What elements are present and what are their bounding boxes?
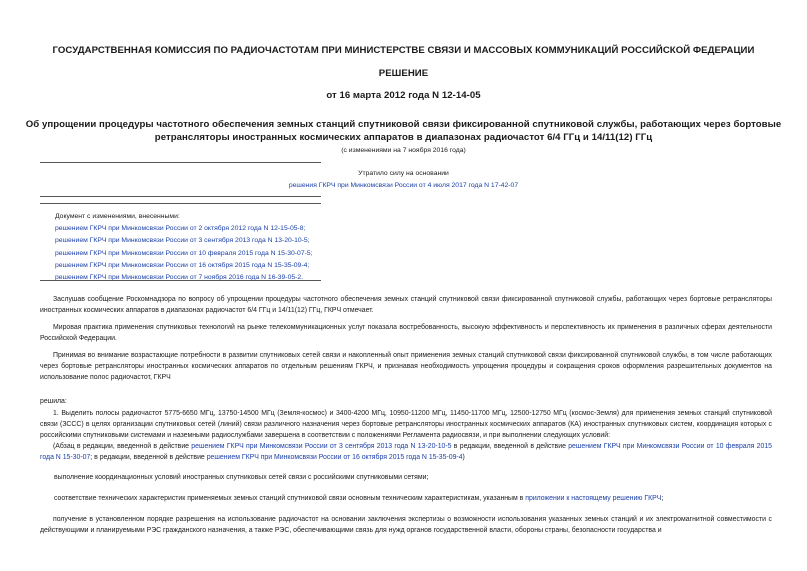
condition-item: выполнение координационных условий иностранных спутниковых сетей связи с российскими спутниковыми сетями; — [54, 474, 429, 481]
divider — [40, 162, 321, 163]
divider — [40, 280, 321, 281]
paragraph-item-1: 1. Выделить полосы радиочастот 5775-6650 МГц, 13750-14500 МГц (Земля-космос) и 3400-4200 МГц, 10950-11200 МГц, 11450-11700 МГц, 12500-12750 МГц (космос-Земля) для применения земных станций спутниковой связи (ЗССС) в целях организации спутниковых сетей (линий) связи различного назначения через бортовые ретрансляторы иностранных космических аппаратов (КА) иностранных спутниковых систем, координация которых с российскими спутниковыми системами и наземными радиослужбами завершена в соответствии с положениями Регламента радиосвязи, и при выполнении следующих условий: — [40, 410, 772, 440]
amendment-link[interactable]: решением ГКРЧ при Минкомсвязи России от 7 ноября 2016 года N 16-39-05-2. — [55, 274, 304, 282]
paragraph: Мировая практика применения спутниковых технологий на рынке телекоммуникационных услуг показала востребованность, высокую эффективность и перспективность их применения в различных сферах деятельности Российской Федерации. — [40, 324, 772, 343]
document-title — [0, 118, 807, 144]
note-link[interactable]: решением ГКРЧ при Минкомсвязи России от 10 февраля 2015 года N 15-30-07 — [40, 443, 772, 462]
amendment-link[interactable]: решением ГКРЧ при Минкомсвязи России от 2 октября 2012 года N 12-15-05-8; — [55, 225, 306, 233]
amendments-intro: Документ с изменениями, внесенными: — [55, 213, 180, 220]
document-date-number: от 16 марта 2012 года N 12-14-05 — [326, 90, 481, 101]
issuing-organization: ГОСУДАРСТВЕННАЯ КОМИССИЯ ПО РАДИОЧАСТОТАМ ПРИ МИНИСТЕРСТВЕ СВЯЗИ И МАССОВЫХ КОММУНИКАЦИЙ РОССИЙСКОЙ ФЕДЕРАЦИИ — [52, 45, 755, 56]
paragraph: Принимая во внимание возрастающие потребности в развитии спутниковых сетей связи и накопленный опыт применения земных станций спутниковой связи фиксированной спутниковой службы, в том числе работающих через бортовые ретрансляторы иностранных космических аппаратов по отдельным решениям ГКРЧ, и признавая необходимость упрощения процедуры и сокращения сроков оформления разрешительных документов на использование полос радиочастот, ГКРЧ — [40, 352, 772, 382]
validity-text: Утратило силу на основании — [358, 170, 449, 177]
amendment-link[interactable]: решением ГКРЧ при Минкомсвязи России от 16 октября 2015 года N 15-35-09-4; — [55, 261, 310, 269]
amendment-note: (Абзац в редакции, введенной в действие решением ГКРЧ при Минкомсвязи России от 3 сентября 2013 года N 13-20-10-5 в редакции, введенной в действие решением ГКРЧ при Минкомсвязи России от 10 февраля 2015 года N 15-30-07; в редакции, введенной в действие решением ГКРЧ при Минкомсвязи России от 16 октября 2015 года N 15-35-09-4) — [40, 443, 772, 462]
divider — [40, 203, 321, 204]
title-line-2: ретрансляторы иностранных космических аппаратов в диапазонах радиочастот 6/4 ГГц и 14/11(12) ГГц — [154, 132, 653, 143]
amendment-link[interactable]: решением ГКРЧ при Минкомсвязи России от 10 февраля 2015 года N 15-30-07-5; — [55, 249, 313, 257]
paragraph: Заслушав сообщение Роскомнадзора по вопросу об упрощении процедуры частотного обеспечения земных станций спутниковой связи фиксированной спутниковой службы, работающих через бортовые ретрансляторы иностранных космических аппаратов в диапазонах радиочастот 6/4 ГГц и 14/11(12) ГГц, ГКРЧ отмечает. — [40, 296, 772, 315]
divider — [40, 196, 321, 197]
note-link[interactable]: решением ГКРЧ при Минкомсвязи России от 3 сентября 2013 года N 13-20-10-5 — [191, 443, 452, 450]
amended-note: (с изменениями на 7 ноября 2016 года) — [341, 147, 466, 154]
validity-link[interactable]: решения ГКРЧ при Минкомсвязи России от 4 июля 2017 года N 17-42-07 — [288, 182, 519, 189]
appendix-link[interactable]: приложении к настоящему решению ГКРЧ — [525, 495, 662, 502]
title-line-1: Об упрощении процедуры частотного обеспечения земных станций спутниковой связи фиксированной спутниковой службы, работающих через бортовые — [25, 119, 782, 130]
amendments-list — [55, 211, 313, 284]
validity-notice — [0, 168, 807, 192]
resolution-word: решила: — [40, 398, 67, 405]
note-link[interactable]: решением ГКРЧ при Минкомсвязи России от 16 октября 2015 года N 15-35-09-4 — [206, 454, 463, 462]
condition-item: получение в установленном порядке разрешения на использование радиочастот на основании заключения экспертизы о возможности использования указанных земных станций и их электромагнитной совместимости с действующими и планируемыми РЭС гражданского назначения, а также РЭС, обеспечивающими связь для нужд органов государственной власти, обороны страны, безопасности государства и — [40, 516, 772, 535]
amendment-link[interactable]: решением ГКРЧ при Минкомсвязи России от 3 сентября 2013 года N 13-20-10-5; — [55, 237, 310, 245]
condition-item: соответствие технических характеристик применяемых земных станций спутниковой связи основным техническим характеристикам, указанным в приложении к настоящему решению ГКРЧ; — [54, 495, 664, 502]
document-type: РЕШЕНИЕ — [378, 68, 429, 79]
